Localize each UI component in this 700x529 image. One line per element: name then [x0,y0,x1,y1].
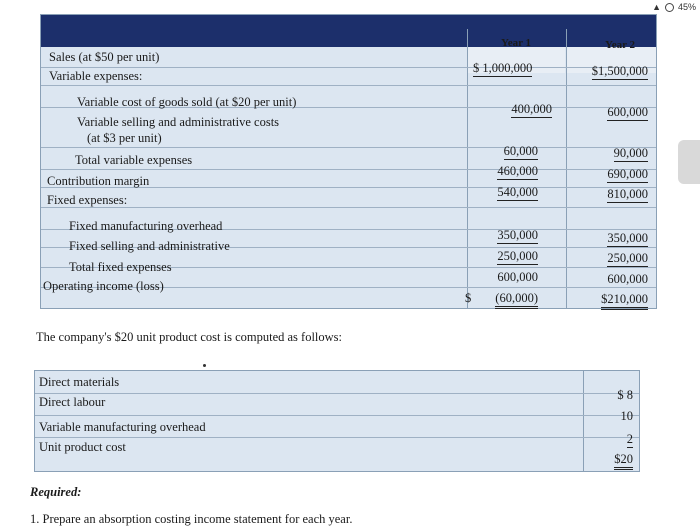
row-label-total-fixed: Total fixed expenses [69,260,172,274]
unit-cost-table [34,370,640,472]
y2-sales: $1,500,000 [591,64,648,78]
y2-total-variable: 690,000 [607,167,648,181]
row-label-fixed-sga: Fixed selling and administrative [69,239,230,253]
y1-variable-sga: 60,000 [503,144,538,158]
y2-fixed-mfg-overhead: 350,000 [607,231,648,245]
uc-label-unit-product-cost: Unit product cost [39,440,126,454]
y1-total-variable: 460,000 [497,164,538,178]
y1-variable-cogs: 400,000 [511,102,552,116]
task-item-1: 1. Prepare an absorption costing income statement for each year. [30,512,353,526]
row-label-variable-expenses: Variable expenses: [49,69,143,83]
y2-variable-cogs: 600,000 [607,105,648,119]
y2-variable-sga: 90,000 [613,146,648,160]
row-label-per-unit: (at $3 per unit) [87,131,162,145]
y2-operating-income: $210,000 [601,292,648,310]
orientation-lock-icon [665,3,674,12]
uc-value-direct-materials: $ 8 [617,388,633,402]
wifi-icon: ▲ [652,2,661,12]
y2-total-fixed: 600,000 [607,272,648,286]
y1-contribution-margin: 540,000 [497,185,538,199]
uc-value-variable-mfg-overhead: 2 [626,432,633,446]
year1-header: Year 1 [500,37,532,49]
y1-total-fixed: 600,000 [497,270,538,284]
income-statement-table [40,14,657,309]
uc-label-direct-materials: Direct materials [39,375,120,389]
y1-sales: $ 1,000,000 [473,61,533,75]
row-label-sales: Sales (at $50 per unit) [49,50,160,64]
row-label-variable-sga: Variable selling and administrative costs [77,115,280,129]
uc-label-direct-labour: Direct labour [39,395,106,409]
uc-value-unit-product-cost: $20 [614,452,633,470]
y2-contribution-margin: 810,000 [607,187,648,201]
status-bar [652,2,696,12]
year2-header: Year 2 [604,39,636,51]
y1-operating-income: (60,000) [495,291,538,309]
y1-operating-income-prefix: $ [465,291,472,305]
row-label-contribution-margin: Contribution margin [47,174,150,188]
row-label-fixed-mfg-overhead: Fixed manufacturing overhead [69,219,223,233]
row-label-variable-cogs: Variable cost of goods sold (at $20 per unit) [77,95,297,109]
unit-cost-caption: The company's $20 unit product cost is computed as follows: [36,330,343,344]
required-heading: Required: [30,485,82,499]
row-label-total-variable: Total variable expenses [75,153,193,167]
battery-level: 45% [677,2,696,12]
uc-label-variable-mfg-overhead: Variable manufacturing overhead [39,420,206,434]
y1-fixed-sga: 250,000 [497,249,538,263]
y1-fixed-mfg-overhead: 350,000 [497,228,538,242]
side-tab-handle[interactable] [678,140,700,184]
row-label-operating-income: Operating income (loss) [43,279,164,293]
y2-fixed-sga: 250,000 [607,251,648,265]
row-label-fixed-expenses: Fixed expenses: [47,193,128,207]
uc-value-direct-labour: 10 [620,409,633,423]
